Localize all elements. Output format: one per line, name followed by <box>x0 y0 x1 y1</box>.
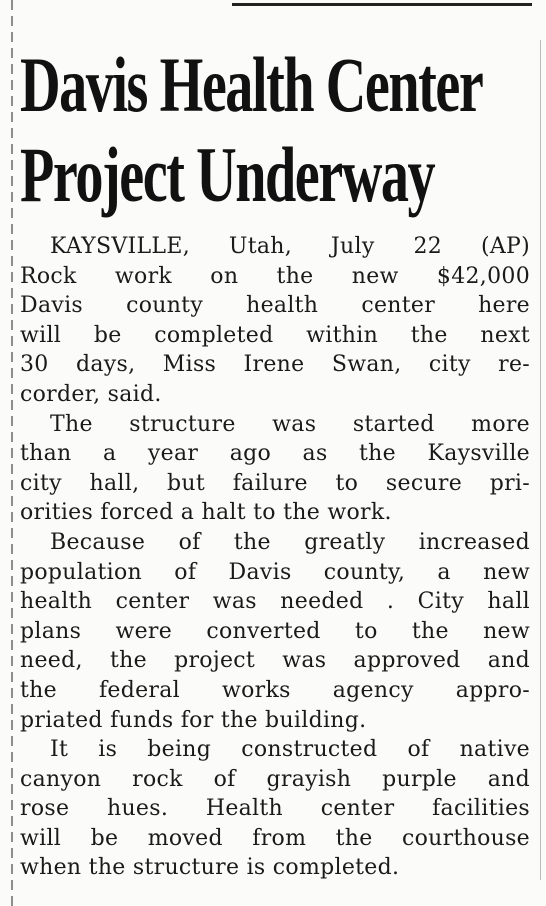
article-line: the federal works agency appro- <box>20 677 530 703</box>
article-line: canyon rock of grayish purple and <box>20 766 530 792</box>
article-paragraph-4 <box>20 735 530 883</box>
article-line: need, the project was approved and <box>20 648 530 674</box>
article-line: health center was needed . City hall <box>20 589 530 615</box>
article-line: The structure was started more <box>50 411 530 437</box>
headline-line-2: Project Underway <box>20 131 435 218</box>
article-line: rose hues. Health center facilities <box>20 796 530 822</box>
article-line: when the structure is completed. <box>20 855 400 881</box>
article-paragraph-3 <box>20 528 530 735</box>
article-line: than a year ago as the Kaysville <box>20 441 530 467</box>
article-line: corder, said. <box>20 381 162 407</box>
article-line: population of Davis county, a new <box>20 559 530 585</box>
column-right-rule <box>540 40 541 880</box>
article-line: city hall, but failure to secure pri- <box>20 470 530 496</box>
article-line: Rock work on the new $42,000 <box>20 263 530 289</box>
article-line: plans were converted to the new <box>20 618 530 644</box>
article-line: orities forced a halt to the work. <box>20 500 392 526</box>
article-body <box>20 232 530 883</box>
headline <box>20 40 483 220</box>
headline-line-1: Davis Health Center <box>20 41 483 128</box>
column-top-rule <box>232 3 532 6</box>
article-paragraph-2 <box>20 410 530 528</box>
article-line: KAYSVILLE, Utah, July 22 (AP) <box>50 234 530 259</box>
article-line: will be moved from the courthouse <box>20 825 530 851</box>
column-left-rule <box>11 0 13 906</box>
article-line: 30 days, Miss Irene Swan, city re- <box>20 352 530 378</box>
article-paragraph-1 <box>20 232 530 410</box>
article-line: It is being constructed of native <box>50 737 530 763</box>
article-line: Davis county health center here <box>20 293 530 319</box>
article-line: priated funds for the building. <box>20 707 367 733</box>
article-line: will be completed within the next <box>20 322 530 348</box>
article-line: Because of the greatly increased <box>50 529 530 555</box>
